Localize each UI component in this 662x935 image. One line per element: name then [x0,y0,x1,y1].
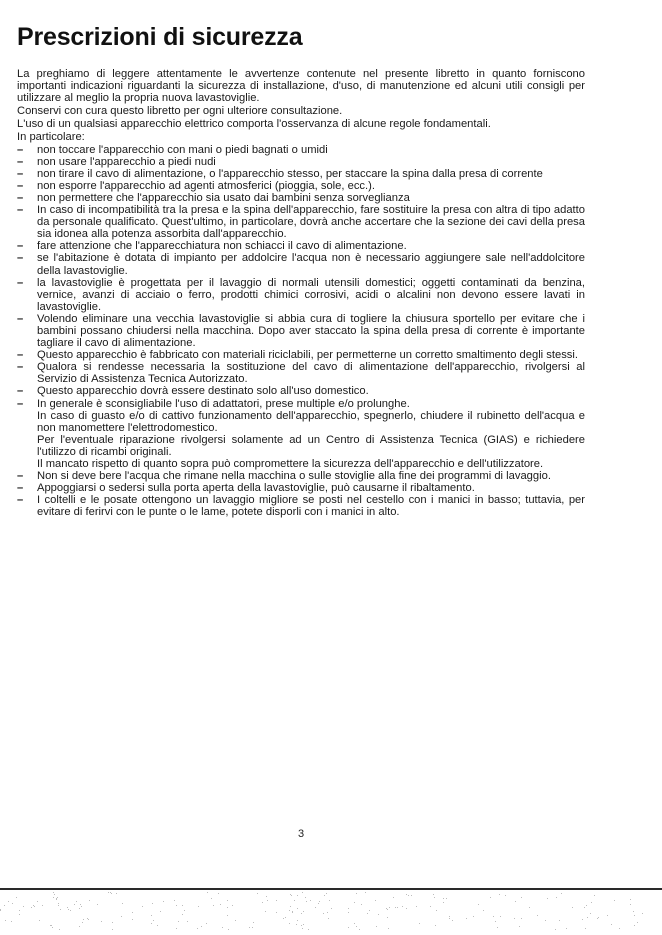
intro-paragraph: In particolare: [17,131,85,144]
list-item-text: – fare attenzione che l'apparecchiatura non schiacci il cavo di alimentazione. [37,240,407,253]
list-item-text: – Appoggiarsi o sedersi sulla porta aperta della lavastoviglie, può causarne il ribaltamento. [37,482,475,495]
safety-rules-list [17,144,585,519]
list-item [17,398,585,471]
list-item [17,192,585,204]
bottom-divider [0,888,662,890]
list-item-text: – non esporre l'apparecchio ad agenti atmosferici (pioggia, sole, ecc.). [37,179,375,192]
list-item [17,494,585,518]
intro-paragraph: La preghiamo di leggere attentamente le avvertenze contenute nel presente libretto in quanto forniscono importanti indicazioni riguardanti la sicurezza di installazione, d'uso, di manutenzione ed alcuni utili consigli per utilizzare al meglio la propria nuova lavastoviglie. [17,68,585,105]
list-item-text: – non usare l'apparecchio a piedi nudi [37,155,216,168]
list-item-text: – Qualora si rendesse necessaria la sostituzione del cavo di alimentazione dell'apparecchio, rivolgersi al Servizio di Assistenza Tecnica Autorizzato. [37,361,585,386]
list-item-text: – Non si deve bere l'acqua che rimane nella macchina o sulle stoviglie alla fine dei programmi di lavaggio. [37,470,551,483]
list-item-text: – la lavastoviglie è progettata per il lavaggio di normali utensili domestici; oggetti contaminati da benzina, vernice, avanzi di acciaio o ferro, prodotti chimici corrosivi, acidi o alcalini non devono essere lavati in lavastoviglie. [37,276,585,313]
page-number: 3 [298,828,305,840]
page-title: Prescrizioni di sicurezza [17,23,303,51]
list-item [17,482,585,494]
list-item-text: – Questo apparecchio è fabbricato con materiali riciclabili, per permetterne un corretto smaltimento degli stessi. [37,349,578,362]
list-item-text: – se l'abitazione è dotata di impianto per addolcire l'acqua non è necessario aggiungere sale nell'addolcitore della lavastoviglie. [37,252,585,277]
list-item [17,156,585,168]
intro-paragraph: Conservi con cura questo libretto per ogni ulteriore consultazione. [17,105,343,118]
list-item-text: In caso di guasto e/o di cattivo funzionamento dell'apparecchio, spegnerlo, chiudere il rubinetto dell'acqua e non manomettere l'elettrodomestico. [37,409,585,434]
list-item [17,204,585,240]
list-item [17,180,585,192]
scan-noise [0,892,662,932]
list-item-text: – non toccare l'apparecchio con mani o piedi bagnati o umidi [37,143,328,156]
list-item [17,252,585,276]
list-item-text: – Volendo eliminare una vecchia lavastoviglie si abbia cura di togliere la chiusura sportello per evitare che i bambini possano chiudersi nella macchina. Dopo aver staccato la spina della presa di corrente è importante tagliare il cavo di alimentazione. [37,312,585,350]
intro-section [17,68,585,144]
list-item [17,168,585,180]
list-item [17,361,585,385]
list-item-text: – Questo apparecchio dovrà essere destinato solo all'uso domestico. [37,385,369,398]
list-item-text: – I coltelli e le posate ottengono un lavaggio migliore se posti nel cestello con i manici in basso; tuttavia, per evitare di ferirvi con le punte o le lame, potete disporli con i manici in alto. [37,494,585,519]
intro-paragraph: L'uso di un qualsiasi apparecchio elettrico comporta l'osservanza di alcune regole fondamentali. [17,118,491,131]
list-item [17,349,585,361]
list-item [17,313,585,349]
list-item-text: – In generale è sconsigliabile l'uso di adattatori, prese multiple e/o prolunghe. [37,397,410,410]
list-item [17,240,585,252]
list-item-text: – non permettere che l'apparecchio sia usato dai bambini senza sorveglianza [37,191,410,204]
list-item [17,144,585,156]
list-item [17,385,585,397]
list-item-text: Per l'eventuale riparazione rivolgersi solamente ad un Centro di Assistenza Tecnica (GIAS) e richiedere l'utilizzo di ricambi originali. [37,433,585,458]
list-item [17,277,585,313]
list-item-text: Il mancato rispetto di quanto sopra può compromettere la sicurezza dell'apparecchio e dell'utilizzatore. [37,458,544,470]
safety-text [17,68,585,518]
list-item-text: – In caso di incompatibilità tra la presa e la spina dell'apparecchio, fare sostituire la presa con altra di tipo adatto da personale qualificato. Quest'ultimo, in particolare, dovrà anche accertare che la sezione dei cavi della presa sia idonea alla potenza assorbita dall'apparecchio. [37,204,585,241]
list-item-text: – non tirare il cavo di alimentazione, o l'apparecchio stesso, per staccare la spina dalla presa di corrente [37,167,543,180]
list-item [17,470,585,482]
